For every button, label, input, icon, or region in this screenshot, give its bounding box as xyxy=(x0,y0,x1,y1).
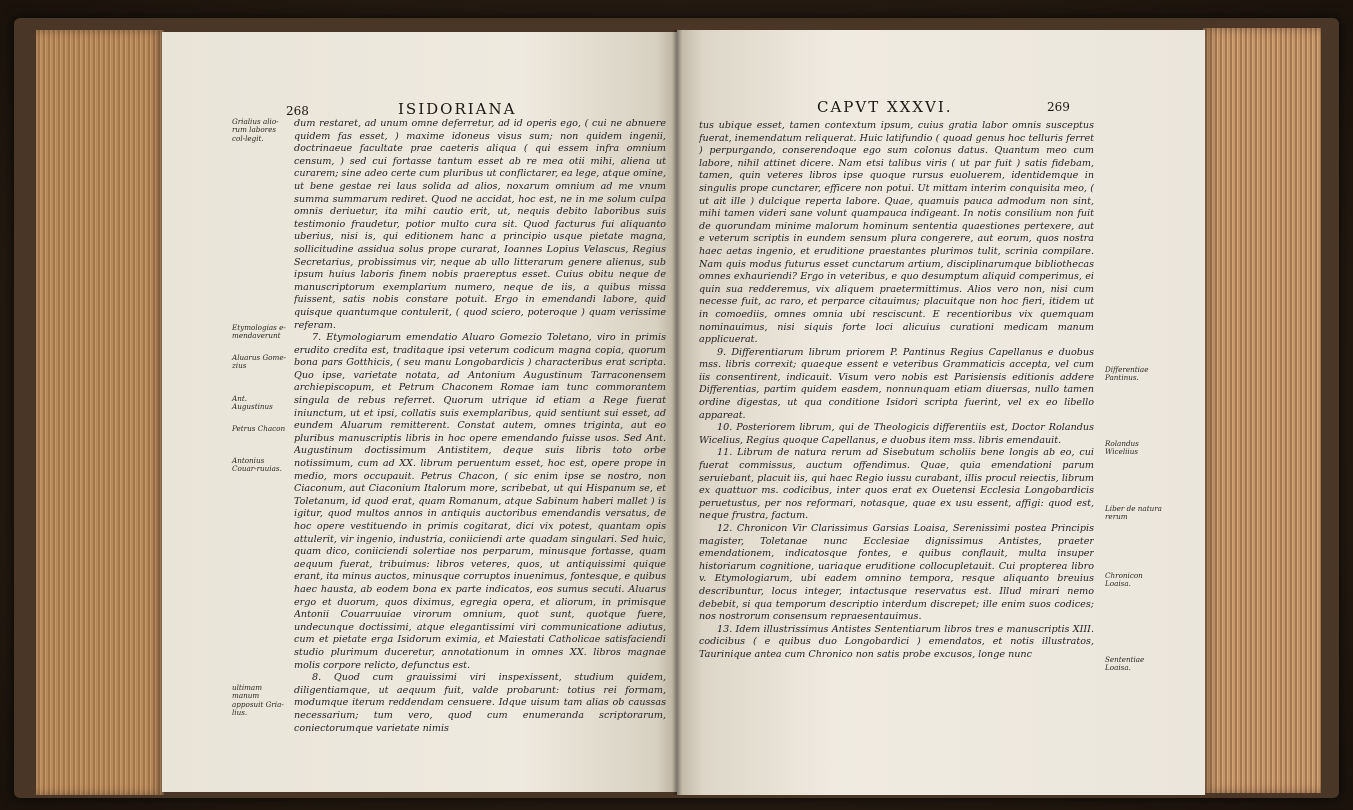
margin-note: ultimam manum apposuit Gria-lius. xyxy=(232,683,284,718)
paragraph: 10. Posteriorem librum, qui de Theologicis differentiis est, Doctor Rolandus Wicelius, Regius quoque Capellanus, e duobus item mss. libris emendauit. xyxy=(699,422,1094,446)
left-body-text xyxy=(294,118,666,778)
paragraph: 9. Differentiarum librum priorem P. Pantinus Regius Capellanus e duobus mss. libris correxit; quaeque essent e veteribus Grammaticis accepta, vel cum iis consentirent, indicauit. Visum vero nobis est Parisiensis editionis addere Differentias, partim quidem easdem, nonnunquam etiam diuersas, nullo tamen ordine digestas, ut qua conditione Isidori scripta fuerint, vel ex eo libello appareat. xyxy=(699,346,1094,421)
paragraph: dum restaret, ad unum omne deferretur, ad id operis ego, ( cui ne abnuere quidem fas esset, ) maxime idoneus visus sum; non quidem ingenii, doctrinaeue facultate prae caeteris aliqua ( qui essem infra omnium censum, ) sed cui fortasse tantum esset ab re mea otii mihi, aliena ut curarem; sine adeo certe cum pluribus ut conflictarer, ea lege, atque omine, ut bene gestae rei laus solida ad alios, noxarum omnium ad me vnum summa summarum rediret. Quod ne accidat, hoc est, ne in me solum culpa omnis deriuetur, ita mihi cautio erit, ut, nequis debito laboribus suis testimonio fraudetur, potior multo cura sit. Quod facturus fui aliquanto uberius, nisi is, qui editionem hanc a principio usque pietate magna, sollicitudine assidua solus prope curarat, Ioannes Lopius Velascus, Regius Secretarius, probissimus vir, neque ab ullo litterarum genere alienus, sub ipsum huius laboris finem nobis praereptus esset. Cuius obitu neque de manuscriptorum exemplarium numero, neque de iis, a quibus missa fuissent, satis nobis constare potuit. Ergo in emendandi labore, quid quisque quantumque contulerit, ( quod sciero, poteroque ) quam verissime referam. xyxy=(294,118,666,331)
book-gutter xyxy=(672,30,682,795)
margin-note: Liber de natura rerum xyxy=(1105,504,1162,522)
paragraph: 13. Idem illustrissimus Antistes Sententiarum libros tres e manuscriptis XIII. codicibus ( e quibus duo Longobardici ) emendatos, et notis illustratos, Taurinique antea cum Chronico non satis probe excusos, longe nunc xyxy=(699,623,1094,660)
margin-note: Etymologias e-mendaverunt xyxy=(232,323,286,341)
paragraph: 12. Chronicon Vir Clarissimus Garsias Loaisa, Serenissimi postea Principis magister, Toletanae nunc Ecclesiae dignissimus Antistes, praeter emendationem, indicatosque fontes, e quibus conflauit, multa insuper historiarum cognitione, uariaque eruditione collocupletauit. Cui propterea libro v. Etymologiarum, ubi eadem omnino tempora, resque aliquanto breuius describuntur, locus integer, intactusque reservatus est. Illud mirari nemo debebit, si qua temporum descriptio interdum discrepet; ille enim suos codices; nos nostrorum consensum repraesentauimus. xyxy=(699,523,1094,623)
margin-note: Rolandus Wiceliius xyxy=(1105,439,1139,457)
margin-note: Differentiae Pantinus. xyxy=(1105,365,1149,383)
left-page-number: 268 xyxy=(286,104,309,118)
right-page-edges xyxy=(1203,28,1321,793)
left-page-edges xyxy=(36,30,164,795)
margin-note: Ant. Augustinus xyxy=(232,394,273,412)
right-running-head: CAPVT XXXVI. xyxy=(817,98,953,116)
margin-note: Aluarus Gome-zius xyxy=(232,353,287,371)
paragraph: 8. Quod cum grauissimi viri inspexissent, studium quidem, diligentiamque, ut aequum fuit, valde probarunt: totius rei formam, modumque iterum reddendam censuere. Idque uisum tam alias ob caussas necessarium; tum vero, quod cum enumeranda scriptorarum, coniectorumque varietate nimis xyxy=(294,672,666,734)
paragraph: 7. Etymologiarum emendatio Aluaro Gomezio Toletano, viro in primis erudito credita est, traditaque ipsi veterum codicum magna copia, quorum bona pars Gotthicis, ( seu manu Longobardicis ) characteribus erat scripta. Quo ipse, varietate notata, ad Antonium Augustinum Tarraconensem archiepiscopum, et Petrum Chaconem Romae iam tunc commorantem singula de rebus referret. Quorum utrique id etiam a Rege fuerat iniunctum, ut et ipsi, collatis suis exemplaribus, quid sentiunt sui esset, ad eundem Aluarum remitterent. Constat autem, omnes triginta, aut eo pluribus manuscriptis libris in hoc opere emendando fuisse usos. Sed Ant. Augustinum doctissimum Antistitem, deque suis libris toto orbe notissimum, cum ad XX. librum peruentum esset, hoc est, opere prope in medio, mors occupauit. Petrus Chacon, ( sic enim ipse se nostro, non Ciaconum, aut Ciaconium Italorum more, scribebat, ut qui Hispanum se, et Toletanum, id quod erat, quam Romanum, atque Sabinum haberi mallet ) is igitur, quod multos annos in antiquis auctoribus emendandis versatus, de hoc opere vestituendo in primis cogitarat, dici vix potest, quantam opis attulerit, vir ingenio, industria, coniiciendi arte quadam singulari. Sed huic, quam dico, coniiciendi solertiae nos perparum, minusque fortasse, quam aequum fuerat, tribuimus: libros veteres, quos, ut antiquissimi quique erant, ita minus auctos, minusque corruptos inuenimus, fontesque, e quibus haec hausta, ab eodem bona ex parte indicatos, eos sumus secuti. Aluarus ergo et duorum, quos diximus, egregia opera, et aliorum, in primisque Antonii Couarruuiae virorum omnium, quot sunt, quotque fuere, undecunque doctissimi, atque elegantissimi viri communicatione adiutus, cum et pietate erga Isidorum eximia, et Maiestati Catholicae satisfaciendi studio plurimum duceretur, annotationum in omnes XX. libros magnae molis corpore relicto, defunctus est. xyxy=(294,332,666,671)
margin-note: Grialius alio-rum labores col-legit. xyxy=(232,117,279,143)
paragraph: tus ubique esset, tamen contextum ipsum, cuius gratia labor omnis susceptus fuerat, inemendatum reliquerat. Huic latifundio ( quoad genus hoc telluris ferret ) perpurgando, conserendoque ego sum colonus datus. Quantum meo cum labore, nihil attinet dicere. Nam etsi talibus viris ( ut par fuit ) satis fidebam, tamen, quin veteres libros ipse quoque rursus euoluerem, identidemque in singulis prope cunctarer, efficere non potui. Ut mittam interim conquisita meo, ( ut ait ille ) dulcique reperta labore. Quae, quamuis pauca admodum non sint, mihi tamen videri sane volunt quampauca indigeant. In notis consilium non fuit de quorundam minime malorum hominum sententia quaestiones pertexere, aut e veterum scriptis in eundem sensum plura congerere, aut eorum, quos nostra haec aetas ingenio, et eruditione praestantes plurimos tulit, scrinia compilare. Nam quis modus futurus esset cunctarum artium, disciplinarumque bibliothecas omnes exhauriendi? Ergo in veteribus, e quo desumptum aliquid comperimus, ei quin sua redderemus, vix aliquem praetermittimus. Alios vero non, nisi cum necesse fuit, ac raro, et perparce citauimus; placuitque non hoc fieri, itidem ut in comoediis, omnes omnia ubi resciscunt. E recentioribus vix quemquam nominauimus, nisi siquis forte loci alicuius curationi medicam manum applicuerat. xyxy=(699,120,1094,346)
right-page-number: 269 xyxy=(1047,100,1070,114)
right-page xyxy=(677,30,1205,795)
left-page xyxy=(162,32,677,792)
margin-note: Sententiae Loaisa. xyxy=(1105,655,1145,673)
margin-note: Petrus Chacon xyxy=(232,424,286,433)
margin-note: Chronicon Loaisa. xyxy=(1105,571,1143,589)
left-running-head: ISIDORIANA xyxy=(398,100,517,118)
margin-note: Antonius Couar-ruuias. xyxy=(232,456,282,474)
right-body-text xyxy=(699,120,1094,785)
paragraph: 11. Librum de natura rerum ad Sisebutum scholiis bene longis ab eo, cui fuerat commissus, auctum offendimus. Quae, quia emendationi parum seruiebant, placuit iis, qui haec Regio iussu curabant, illis procul reiectis, librum ex quattuor ms. codicibus, inter quos erat ex Ouetensi Ecclesia Longobardicis peruetustus, per nos reformari, notasque, quae ex usu essent, affigi: quod est, neque frustra, factum. xyxy=(699,447,1094,522)
